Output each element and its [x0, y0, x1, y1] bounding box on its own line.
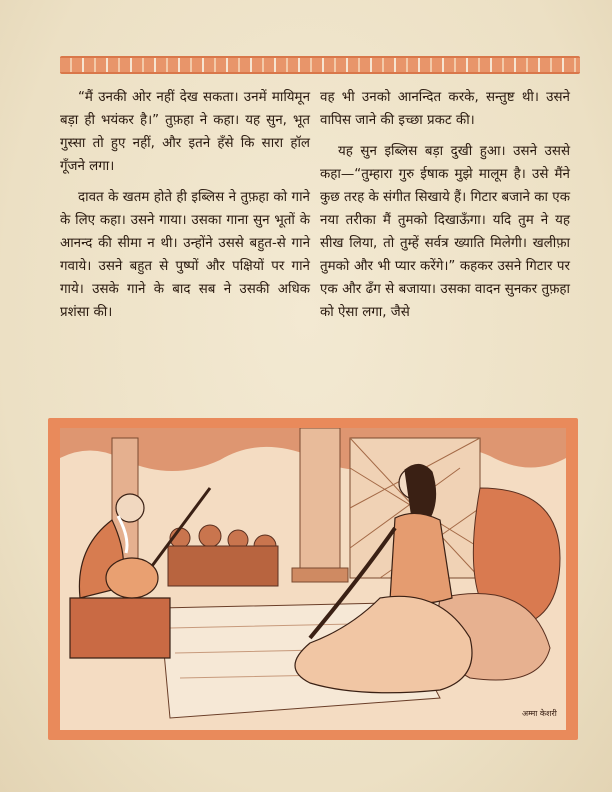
decorative-border [60, 56, 580, 74]
pillar [300, 428, 340, 578]
right-text-column [320, 86, 570, 332]
paragraph: यह सुन इब्लिस बड़ा दुखी हुआ। उसने उससे कहा—“तुम्हारा गुरु ईषाक मुझे मालूम है। उसे मैंने कुछ तरह के संगीत सिखाये हैं। गिटार बजाने का एक नया तरीका मैं तुमको दिखाऊँगा। यदि तुम ने यह सीख लिया, तो तुम्हें सर्वत्र ख्याति मिलेगी। खलीफ़ा तुमको और भी प्यार करेंगे।” कहकर उसने गिटार पर एक और ढँग से बजाया। उसका वादन सुनकर तुफ़हा को ऐसा लगा, जैसे [320, 144, 570, 320]
paragraph: “मैं उनकी ओर नहीं देख सकता। उनमें मायिमून बड़ा ही भयंकर है।” तुफ़हा ने कहा। यह सुन, भूत गुस्सा तो हुए नहीं, और इतने हँसे कि सारा हॉल गूँजने लगा। [60, 90, 310, 174]
left-text-column [60, 86, 310, 332]
illustration-signature: अम्मा केशरी [522, 709, 557, 718]
illustration-frame [48, 418, 578, 740]
pillar-base [292, 568, 348, 582]
paragraph: वह भी उनको आनन्दित करके, सन्तुष्ट थी। उसने वापिस जाने की इच्छा प्रकट की। [320, 90, 570, 128]
paragraph: दावत के खतम होते ही इब्लिस ने तुफ़हा को गाने के लिए कहा। उसने गाया। उसका गाना सुन भूतों के आनन्द की सीमा न थी। उन्होंने उससे बहुत-से गाने गवाये। उसने बहुत से पुष्पों और पक्षियों पर गाने गाये। उसके गाने के बाद सब ने उसकी अधिक प्रशंसा की। [60, 190, 310, 320]
illustration [60, 428, 566, 730]
